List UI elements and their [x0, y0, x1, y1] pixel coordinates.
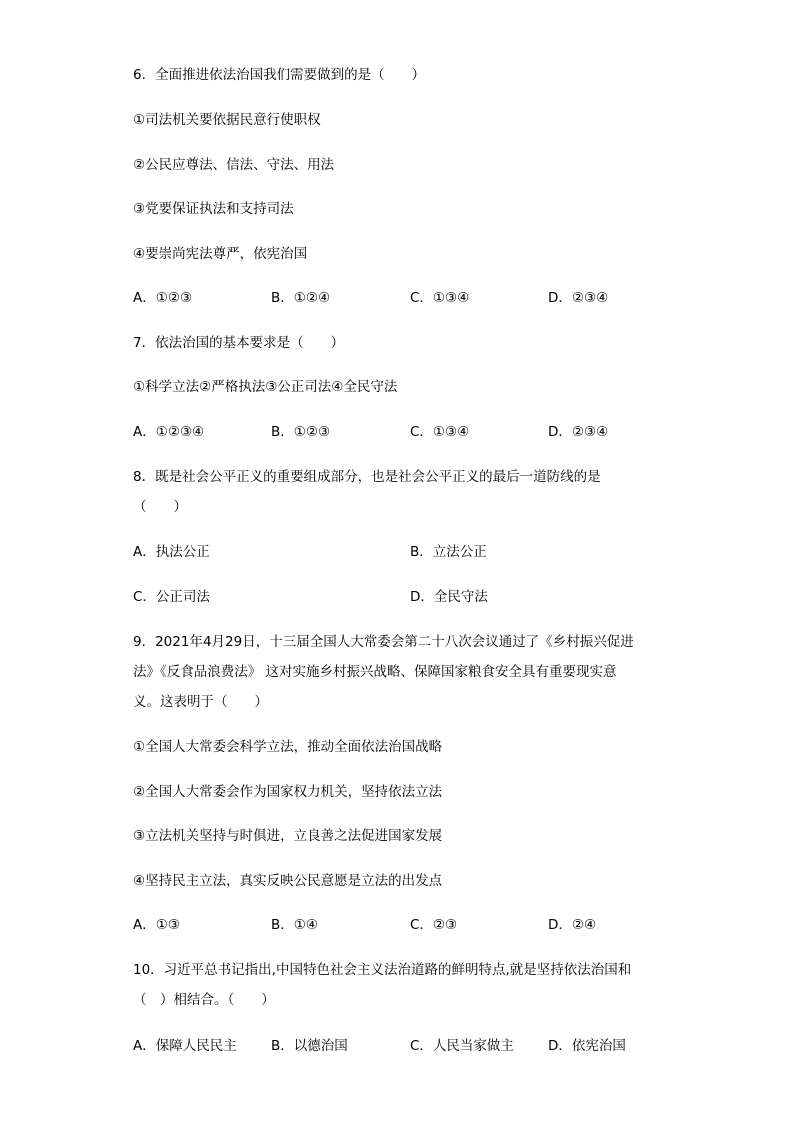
option-a: A．执法公正 [133, 544, 210, 560]
question-stem: 9．2021年4月29日，十三届全国人大常委会第二十八次会议通过了《乡村振兴促进 [133, 634, 634, 650]
option-b: B．①②④ [271, 290, 331, 306]
option-d: D．全民守法 [410, 589, 488, 605]
statement-item: ①全国人大常委会科学立法，推动全面依法治国战略 [133, 739, 443, 755]
answer-options [133, 422, 693, 442]
question-stem-continued: （ ） [133, 499, 187, 515]
option-c: C．公正司法 [133, 589, 210, 605]
statement-item: ③立法机关坚持与时俱进，立良善之法促进国家发展 [133, 828, 443, 844]
answer-options [133, 587, 693, 607]
statement-item: ③党要保证执法和支持司法 [133, 201, 294, 217]
question-stem: 10．习近平总书记指出,中国特色社会主义法治道路的鲜明特点,就是坚持依法治国和 [133, 962, 632, 978]
option-d: D．②④ [548, 917, 597, 933]
option-c: C．②③ [410, 917, 458, 933]
option-b: B．立法公正 [410, 544, 487, 560]
question-stem: 6．全面推进依法治国我们需要做到的是（ ） [133, 67, 426, 83]
option-c: C．①③④ [410, 290, 470, 306]
option-b: B．以德治国 [271, 1038, 348, 1054]
option-a: A．①②③④ [133, 424, 205, 440]
answer-options [133, 288, 693, 308]
statement-item: ④坚持民主立法，真实反映公民意愿是立法的出发点 [133, 873, 443, 889]
statement-item: ④要崇尚宪法尊严，依宪治国 [133, 246, 308, 262]
option-a: A．①③ [133, 917, 180, 933]
statement-item: ②全国人大常委会作为国家权力机关，坚持依法立法 [133, 784, 443, 800]
answer-options [133, 915, 693, 935]
question-stem-continued: 法》《反食品浪费法》 这对实施乡村振兴战略、保障国家粮食安全具有重要现实意 [133, 664, 617, 680]
option-c: C．①③④ [410, 424, 470, 440]
statement-item: ①司法机关要依据民意行使职权 [133, 112, 321, 128]
question-stem-continued: （ ）相结合。（ ） [133, 992, 275, 1008]
question-stem: 8．既是社会公平正义的重要组成部分，也是社会公平正义的最后一道防线的是 [133, 469, 601, 485]
statement-item: ②公民应尊法、信法、守法、用法 [133, 157, 335, 173]
option-d: D．②③④ [548, 424, 609, 440]
option-b: B．①②③ [271, 424, 331, 440]
question-stem-continued: 义。这表明于（ ） [133, 694, 268, 710]
option-d: D．依宪治国 [548, 1038, 626, 1054]
option-a: A．①②③ [133, 290, 193, 306]
option-c: C．人民当家做主 [410, 1038, 514, 1054]
statement-item: ①科学立法②严格执法③公正司法④全民守法 [133, 379, 398, 395]
option-d: D．②③④ [548, 290, 609, 306]
option-a: A．保障人民民主 [133, 1038, 237, 1054]
option-b: B．①④ [271, 917, 318, 933]
answer-options [133, 542, 693, 562]
answer-options [133, 1036, 693, 1056]
question-stem: 7．依法治国的基本要求是（ ） [133, 335, 345, 351]
